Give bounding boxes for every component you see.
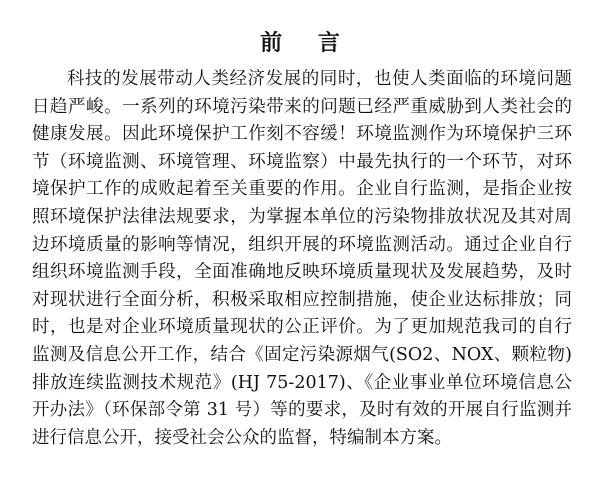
preface-paragraph: 科技的发展带动人类经济发展的同时，也使人类面临的环境问题日趋严峻。一系列的环境污染带来的问题已经严重威胁到人类社会的健康发展。因此环境保护工作刻不容缓！环境监测作为环境保护三环节（环境监测、环境管理、环境监察）中最先执行的一个环节，对环境保护工作的成败起着至关重要的作用。企业自行监测，是指企业按照环境保护法律法规要求，为掌握本单位的污染物排放状况及其对周边环境质量的影响等情况，组织开展的环境监测活动。通过企业自行组织环境监测手段，全面准确地反映环境质量现状及发展趋势，及时对现状进行全面分析，积极采取相应控制措施，使企业达标排放；同时，也是对企业环境质量现状的公正评价。为了更加规范我司的自行监测及信息公开工作，结合《固定污染源烟气(SO2、NOX、颗粒物)排放连续监测技术规范》(HJ 75-2017)、《企业事业单位环境信息公开办法》（环保部令第 31 号）等的要求，及时有效的开展自行监测并进行信息公开，接受社会公众的监督，特编制本方案。: [32, 69, 572, 448]
page-title: 前 言: [260, 30, 354, 56]
